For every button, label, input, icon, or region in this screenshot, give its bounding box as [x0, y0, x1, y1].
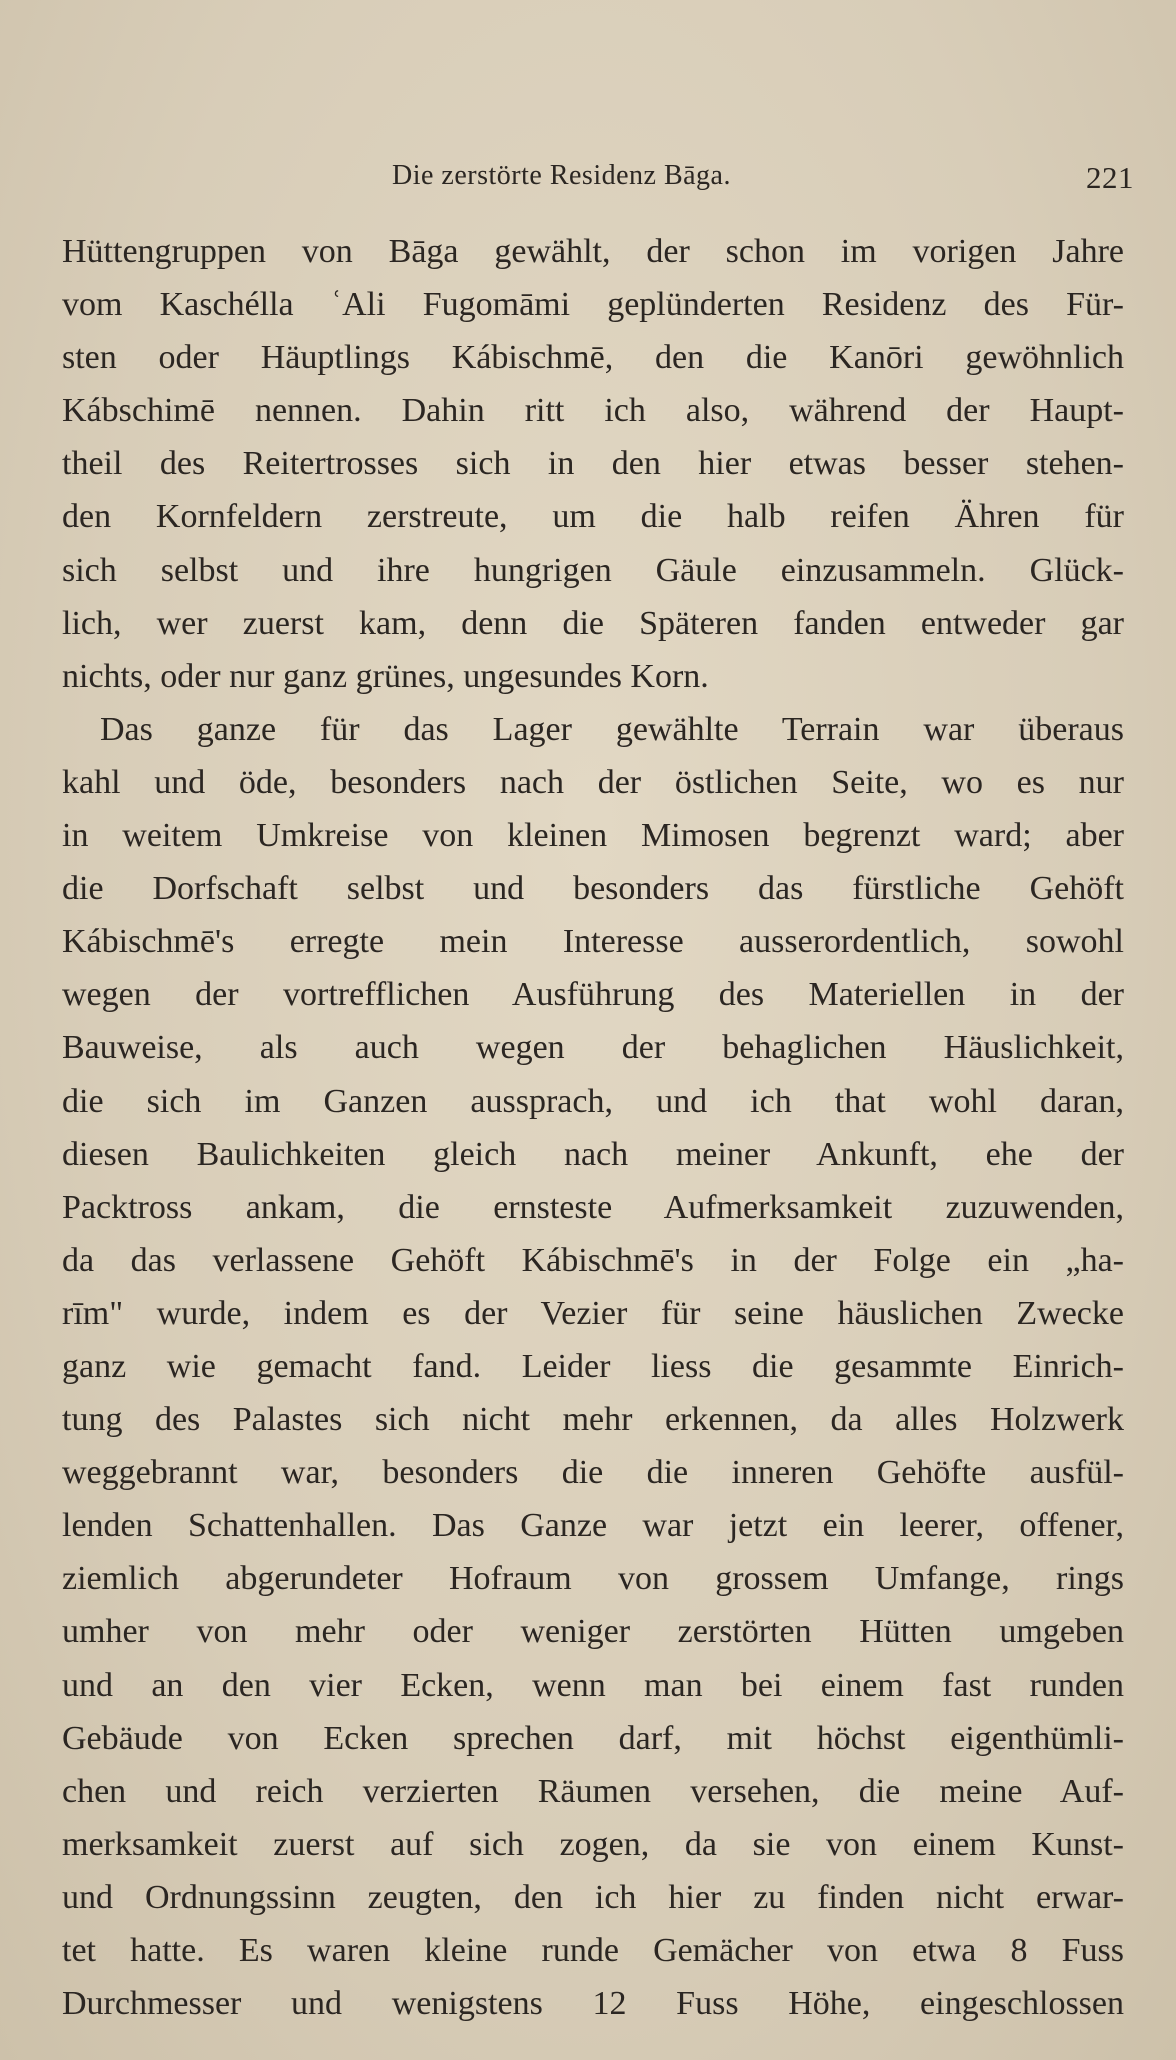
text-line: Gebäude von Ecken sprechen darf, mit höchst eigenthümli-: [62, 1719, 1124, 1757]
text-line: und an den vier Ecken, wenn man bei einem fast runden: [62, 1666, 1124, 1704]
text-line: rīm" wurde, indem es der Vezier für seine häuslichen Zwecke: [62, 1294, 1124, 1332]
text-line: ganz wie gemacht fand. Leider liess die gesammte Einrich-: [62, 1347, 1124, 1385]
page-number: 221: [1086, 160, 1134, 195]
text-line: die sich im Ganzen aussprach, und ich that wohl daran,: [62, 1082, 1124, 1120]
text-line: theil des Reitertrosses sich in den hier etwas besser stehen-: [62, 445, 1124, 483]
text-line: lich, wer zuerst kam, denn die Späteren fanden entweder gar: [62, 604, 1124, 642]
text-line: lenden Schattenhallen. Das Ganze war jetzt ein leerer, offener,: [62, 1507, 1124, 1545]
text-line: diesen Baulichkeiten gleich nach meiner Ankunft, ehe der: [62, 1135, 1124, 1173]
text-line: ziemlich abgerundeter Hofraum von grossem Umfange, rings: [62, 1560, 1124, 1598]
text-line: Bauweise, als auch wegen der behaglichen Häuslichkeit,: [62, 1029, 1124, 1067]
paragraph-start-line: Das ganze für das Lager gewählte Terrain war überaus: [100, 710, 1124, 748]
text-line: tung des Palastes sich nicht mehr erkennen, da alles Holzwerk: [62, 1401, 1124, 1439]
text-line: umher von mehr oder weniger zerstörten Hütten umgeben: [62, 1613, 1124, 1651]
text-line: die Dorfschaft selbst und besonders das fürstliche Gehöft: [62, 870, 1124, 908]
body-text: [62, 225, 1124, 2030]
text-line: Packtross ankam, die ernsteste Aufmerksamkeit zuzuwenden,: [62, 1188, 1124, 1226]
text-line: und Ordnungssinn zeugten, den ich hier zu finden nicht erwar-: [62, 1878, 1124, 1916]
text-line: kahl und öde, besonders nach der östlichen Seite, wo es nur: [62, 763, 1124, 801]
text-line: Kábischmē's erregte mein Interesse ausserordentlich, sowohl: [62, 923, 1124, 961]
text-line: weggebrannt war, besonders die die inneren Gehöfte ausfül-: [62, 1454, 1124, 1492]
text-line: wegen der vortrefflichen Ausführung des Materiellen in der: [62, 976, 1124, 1014]
running-head: [62, 160, 1134, 200]
paragraph-end-line: nichts, oder nur ganz grünes, ungesundes Korn.: [62, 657, 709, 695]
running-title: Die zerstörte Residenz Bāga.: [392, 160, 731, 191]
text-line: Kábschimē nennen. Dahin ritt ich also, während der Haupt-: [62, 392, 1124, 430]
text-line: den Kornfeldern zerstreute, um die halb reifen Ähren für: [62, 498, 1124, 536]
text-line: merksamkeit zuerst auf sich zogen, da sie von einem Kunst-: [62, 1825, 1124, 1863]
text-line: tet hatte. Es waren kleine runde Gemächer von etwa 8 Fuss: [62, 1932, 1124, 1969]
text-line: sich selbst und ihre hungrigen Gäule einzusammeln. Glück-: [62, 551, 1124, 589]
text-line: Hüttengruppen von Bāga gewählt, der schon im vorigen Jahre: [62, 233, 1124, 270]
text-line: vom Kaschélla ʿAli Fugomāmi geplünderten Residenz des Für-: [62, 286, 1124, 324]
text-line: Durchmesser und wenigstens 12 Fuss Höhe, eingeschlossen: [62, 1985, 1124, 2023]
text-line: da das verlassene Gehöft Kábischmē's in der Folge ein „ha-: [62, 1241, 1124, 1279]
text-line: chen und reich verzierten Räumen versehen, die meine Auf-: [62, 1772, 1124, 1810]
text-line: sten oder Häuptlings Kábischmē, den die Kanōri gewöhnlich: [62, 339, 1124, 377]
text-line: in weitem Umkreise von kleinen Mimosen begrenzt ward; aber: [62, 817, 1124, 855]
